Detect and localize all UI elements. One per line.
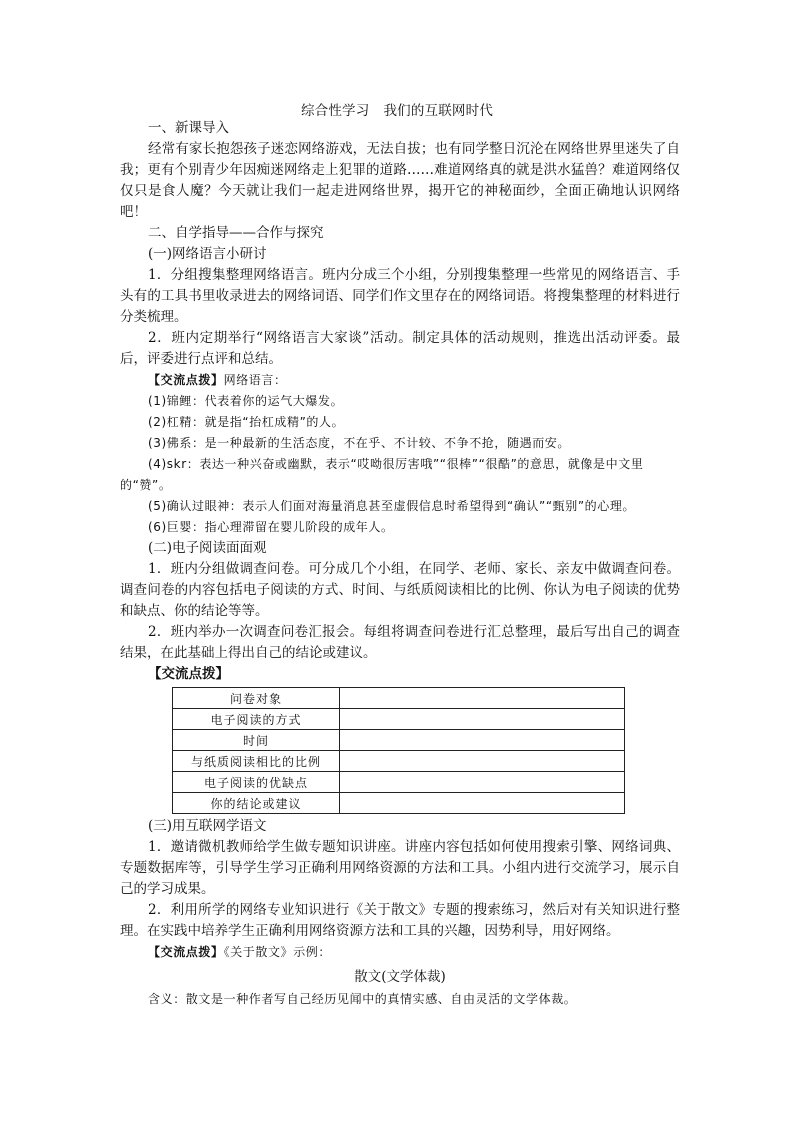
table-row: [173, 688, 625, 709]
slang-item-5: (5)确认过眼神：表示人们面对海量消息甚至虚假信息时希望得到“确认”“甄别”的心理。: [148, 499, 636, 513]
part3-tip: [120, 942, 680, 963]
part1-tip: [120, 370, 680, 391]
document-body: [120, 118, 680, 1010]
essay-subheading: 散文(文学体裁): [354, 969, 446, 985]
part2-paragraph-2: 2．班内举办一次调查问卷汇报会。每组将调查问卷进行汇总整理，最后写出自己的调查结果，在此基础上得出自己的结论或建议。: [120, 624, 680, 661]
table-cell-empty: [340, 709, 625, 730]
table-row: [173, 793, 625, 814]
part3-paragraph-2: 2．利用所学的网络专业知识进行《关于散文》专题的搜索练习，然后对有关知识进行整理。在实践中培养学生正确利用网络资源方法和工具的兴趣，因势利导，用好网络。: [120, 902, 680, 939]
table-cell-label: 你的结论或建议: [173, 793, 340, 814]
table-row: [173, 730, 625, 751]
slang-item-2: (2)杠精：就是指“抬杠成精”的人。: [148, 415, 345, 429]
part2-heading: (二)电子阅读面面观: [148, 540, 267, 556]
section1-paragraph: 经常有家长抱怨孩子迷恋网络游戏，无法自拔；也有同学整日沉沦在网络世界里迷失了自我；更有个别青少年因痴迷网络走上犯罪的道路……难道网络真的就是洪水猛兽？难道网络仅仅只是食人魔？今天就让我们一起走进网络世界，揭开它的神秘面纱，全面正确地认识网络吧！: [120, 141, 680, 220]
part2-paragraph-1: 1．班内分组做调查问卷。可分成几个小组，在同学、老师、家长、亲友中做调查问卷。调查问卷的内容包括电子阅读的方式、时间、与纸质阅读相比的比例、你认为电子阅读的优势和缺点、你的结论等等。: [120, 561, 680, 619]
slang-item-6: (6)巨婴：指心理滞留在婴儿阶段的成年人。: [148, 520, 394, 534]
slang-item-4: (4)skr：表达一种兴奋或幽默，表示“哎呦很厉害哦”“很棒”“很酷”的意思，就像是中文里的“赞”。: [120, 457, 644, 492]
table-cell-label: 时间: [173, 730, 340, 751]
slang-item-3: (3)佛系：是一种最新的生活态度，不在乎、不计较、不争不抢，随遇而安。: [148, 436, 571, 450]
part1-tip-label: 【交流点拨】: [148, 373, 224, 387]
part1-tip-text: 网络语言：: [223, 373, 287, 387]
essay-definition: 含义：散文是一种作者写自己经历见闻中的真情实感、自由灵活的文学体裁。: [148, 992, 577, 1006]
survey-table: [172, 687, 625, 814]
part3-tip-text: 《关于散文》示例：: [223, 945, 332, 959]
table-row: [173, 751, 625, 772]
section2-heading: 二、自学指导——合作与探究: [148, 225, 324, 241]
table-cell-label: 电子阅读的优缺点: [173, 772, 340, 793]
table-cell-empty: [340, 730, 625, 751]
title-part1: 综合性学习: [300, 103, 370, 119]
table-cell-label: 与纸质阅读相比的比例: [173, 751, 340, 772]
part3-tip-label: 【交流点拨】: [148, 945, 224, 959]
part2-tip-label: 【交流点拨】: [148, 666, 229, 682]
table-cell-empty: [340, 772, 625, 793]
table-row: [173, 709, 625, 730]
table-cell-empty: [340, 688, 625, 709]
slang-item-1: (1)锦鲤：代表着你的运气大爆发。: [148, 394, 344, 408]
document-title: [0, 99, 794, 119]
table-cell-empty: [340, 751, 625, 772]
table-cell-label: 问卷对象: [173, 688, 340, 709]
part1-heading: (一)网络语言小研讨: [148, 246, 267, 262]
table-row: [173, 772, 625, 793]
part1-paragraph-1: 1．分组搜集整理网络语言。班内分成三个小组，分别搜集整理一些常见的网络语言、手头有的工具书里收录进去的网络词语、同学们作文里存在的网络词语。将搜集整理的材料进行分类梳理。: [120, 267, 680, 325]
table-cell-empty: [340, 793, 625, 814]
part1-paragraph-2: 2．班内定期举行“网络语言大家谈”活动。制定具体的活动规则，推选出活动评委。最后，评委进行点评和总结。: [120, 330, 680, 367]
part3-paragraph-1: 1．邀请微机教师给学生做专题知识讲座。讲座内容包括如何使用搜索引擎、网络词典、专题数据库等，引导学生学习正确利用网络资源的方法和工具。小组内进行交流学习，展示自己的学习成果。: [120, 839, 680, 897]
table-cell-label: 电子阅读的方式: [173, 709, 340, 730]
title-part2: 我们的互联网时代: [383, 103, 494, 119]
part3-heading: (三)用互联网学语文: [148, 818, 267, 834]
section1-heading: 一、新课导入: [148, 120, 229, 136]
